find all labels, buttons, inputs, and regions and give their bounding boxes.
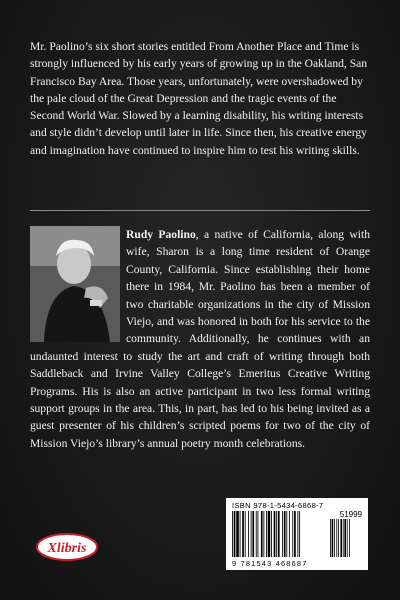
barcode-addon-bar: [349, 519, 350, 557]
barcode-bar: [292, 511, 293, 557]
barcode-bar: [297, 511, 298, 557]
barcode-addon-bar: [347, 519, 348, 557]
barcode-addon-bar: [343, 519, 344, 557]
barcode-bar: [278, 511, 280, 557]
barcode-addon-bar: [330, 519, 331, 557]
isbn-barcode: [226, 498, 368, 570]
barcode-digits: 9 781543 468687: [232, 559, 308, 568]
barcode-addon-bar: [336, 519, 337, 557]
barcode-bar: [268, 511, 271, 557]
author-bio: [30, 226, 370, 452]
section-divider: [30, 210, 370, 211]
barcode-bar: [276, 511, 277, 557]
barcode-bar: [258, 511, 259, 557]
barcode-bar: [286, 511, 287, 557]
barcode-bar: [261, 511, 263, 557]
barcode-bar: [245, 511, 246, 557]
barcode-bar: [284, 511, 286, 557]
barcode-bar: [289, 511, 290, 557]
price-code: 51999: [339, 510, 362, 519]
barcode-bar: [256, 511, 257, 557]
barcode-addon-bar: [332, 519, 334, 557]
barcode-bar: [274, 511, 276, 557]
publisher-logo-text: Xlibris: [47, 541, 87, 556]
barcode-bar: [232, 511, 233, 557]
barcode-bar: [266, 511, 267, 557]
author-name: Rudy Paolino: [126, 228, 196, 241]
barcode-bar: [294, 511, 296, 557]
barcode-bars: [232, 511, 360, 559]
barcode-addon-bar: [344, 519, 346, 557]
barcode-bar: [271, 511, 272, 557]
barcode-bar: [242, 511, 244, 557]
barcode-addon-bar: [340, 519, 342, 557]
barcode-bar: [263, 511, 264, 557]
barcode-bar: [252, 511, 254, 557]
barcode-addon-bar: [338, 519, 339, 557]
barcode-bar: [299, 511, 300, 557]
author-bio-text: , a native of California, along with wife, Sharon is a long time resident of Orange County, California. Since establishing their home there in 1984, Mr. Paolino has been a member of two charitable organizations in the city of Mission Viejo, and was honored in both for his service to the community. Additionally, he continues with an undaunted interest to study the art and craft of writing through both Saddleback and Irvine Valley College’s Emeritus Creative Writing Programs. His is also an active participant in two less formal writing support groups in the area. This, in part, has led to his being invited as a guest presenter of his children’s scripted poems for two of the city of Mission Viejo’s library’s annual poetry month celebrations.: [30, 228, 371, 450]
barcode-bar: [251, 511, 252, 557]
barcode-bar: [240, 511, 241, 557]
publisher-logo: [36, 532, 98, 562]
barcode-addon-bar: [334, 519, 335, 557]
barcode-bar: [248, 511, 249, 557]
barcode-bar: [234, 511, 236, 557]
book-description: Mr. Paolino’s six short stories entitled From Another Place and Time is strongly influenced by his early years of growing up in the Oakland, San Francisco Bay Area. Those years, unfortunately, were overshadowed by the pale cloud of the Great Depression and the tragic events of the Second World War. Slowed by a learning disability, his writing interests and style didn’t develop until later in life. Since then, his creative energy and imagination have continued to inspire him to test his writing skills.: [30, 40, 368, 157]
photo-spacer: [30, 226, 126, 344]
barcode-bar: [236, 511, 239, 557]
barcode-bar: [282, 511, 283, 557]
isbn-label: ISBN 978-1-5434-6868-7: [232, 501, 324, 510]
